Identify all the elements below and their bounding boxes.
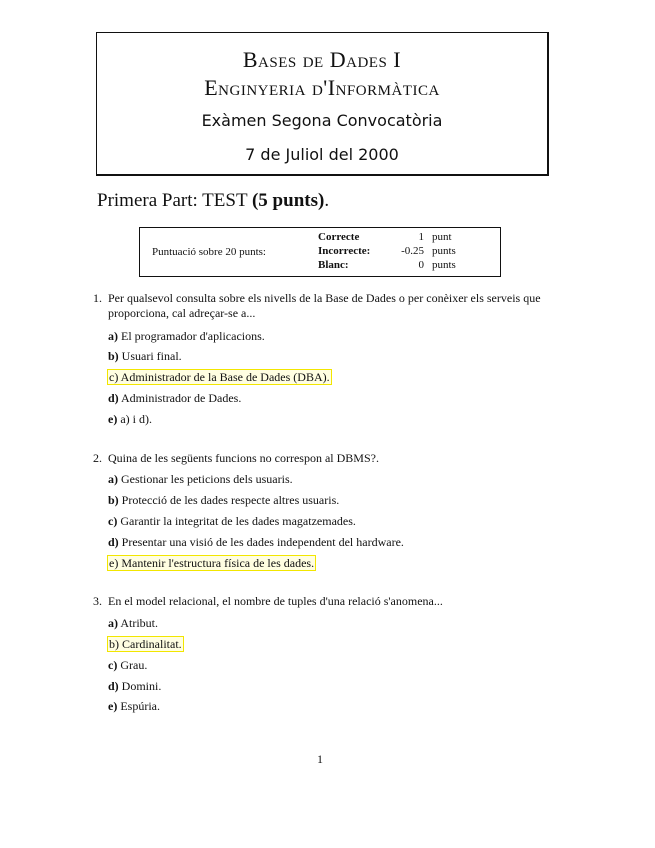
option-letter: a) bbox=[108, 616, 118, 630]
question-stem: Quina de les següents funcions no correspon al DBMS?. bbox=[108, 451, 379, 465]
scoring-unit: punt bbox=[432, 231, 452, 243]
option-text: Cardinalitat. bbox=[122, 637, 182, 651]
option-3a[interactable] bbox=[108, 616, 158, 631]
option-text: Espúria. bbox=[120, 699, 160, 713]
scoring-key: Incorrecte: bbox=[318, 245, 371, 257]
option-letter: b) bbox=[108, 349, 119, 363]
option-text: El programador d'aplicacions. bbox=[121, 329, 265, 343]
option-text: Atribut. bbox=[120, 616, 159, 630]
answer-highlight bbox=[108, 370, 331, 384]
option-letter: d) bbox=[108, 535, 119, 549]
option-2b[interactable] bbox=[108, 493, 339, 508]
option-letter: d) bbox=[108, 391, 119, 405]
title-box bbox=[96, 32, 549, 176]
option-text: Presentar una visió de les dades independent del hardware. bbox=[121, 535, 404, 549]
option-3c[interactable] bbox=[108, 658, 147, 673]
scoring-unit: punts bbox=[432, 259, 456, 271]
question-stem: Per qualsevol consulta sobre els nivells de la Base de Dades o per conèixer els serveis que proporciona, cal adreçar-se a... bbox=[108, 291, 541, 320]
scoring-value: 0 bbox=[418, 259, 424, 271]
course-title: Bases de Dades I bbox=[242, 47, 402, 72]
question-1 bbox=[93, 291, 573, 321]
option-2d[interactable] bbox=[108, 535, 404, 550]
scoring-value: 1 bbox=[418, 231, 424, 243]
exam-title: Exàmen Segona Convocatòria bbox=[201, 111, 443, 130]
scoring-unit: punts bbox=[432, 245, 456, 257]
answer-highlight bbox=[108, 637, 183, 651]
scoring-row bbox=[140, 231, 500, 245]
option-1d[interactable] bbox=[108, 391, 241, 406]
part-title: Primera Part: TEST bbox=[97, 190, 248, 211]
option-2a[interactable] bbox=[108, 472, 293, 487]
question-number: 2. bbox=[93, 451, 102, 465]
option-letter: c) bbox=[109, 370, 119, 384]
option-1b[interactable] bbox=[108, 349, 182, 364]
scoring-key: Correcte bbox=[318, 231, 360, 243]
part-points: (5 punts) bbox=[251, 190, 325, 211]
exam-date: 7 de Juliol del 2000 bbox=[245, 145, 399, 164]
question-number: 1. bbox=[93, 291, 102, 305]
option-1e[interactable] bbox=[108, 412, 152, 427]
part-heading bbox=[97, 190, 329, 212]
option-2e-highlighted[interactable] bbox=[108, 556, 315, 571]
option-text: Domini. bbox=[121, 679, 162, 693]
scoring-row bbox=[140, 245, 500, 259]
option-letter: c) bbox=[108, 658, 118, 672]
option-letter: e) bbox=[108, 699, 118, 713]
scoring-row bbox=[140, 259, 500, 273]
option-text: Gestionar les peticions dels usuaris. bbox=[121, 472, 293, 486]
option-text: Administrador de Dades. bbox=[121, 391, 242, 405]
page-number: 1 bbox=[317, 752, 323, 766]
option-3e[interactable] bbox=[108, 699, 160, 714]
option-text: Administrador de la Base de Dades (DBA). bbox=[120, 370, 330, 384]
option-text: Grau. bbox=[120, 658, 148, 672]
option-text: a) i d). bbox=[120, 412, 152, 426]
option-3b-highlighted[interactable] bbox=[108, 637, 183, 652]
scoring-label: Puntuació sobre 20 punts: bbox=[152, 246, 266, 258]
option-3d[interactable] bbox=[108, 679, 161, 694]
option-text: Protecció de les dades respecte altres usuaris. bbox=[121, 493, 340, 507]
option-letter: a) bbox=[108, 329, 118, 343]
option-letter: c) bbox=[108, 514, 118, 528]
scoring-table bbox=[139, 227, 501, 277]
scoring-key: Blanc: bbox=[318, 259, 349, 271]
question-2 bbox=[93, 451, 573, 466]
option-letter: a) bbox=[108, 472, 118, 486]
option-2c[interactable] bbox=[108, 514, 356, 529]
answer-highlight bbox=[108, 556, 315, 570]
option-letter: b) bbox=[108, 493, 119, 507]
part-suffix: . bbox=[324, 190, 330, 211]
question-number: 3. bbox=[93, 594, 102, 608]
option-letter: d) bbox=[108, 679, 119, 693]
option-1c-highlighted[interactable] bbox=[108, 370, 331, 385]
option-letter: e) bbox=[108, 412, 118, 426]
program-title: Enginyeria d'Informàtica bbox=[204, 75, 440, 100]
option-letter: b) bbox=[109, 637, 119, 651]
scoring-value: -0.25 bbox=[401, 245, 424, 257]
question-3 bbox=[93, 594, 573, 609]
option-text: Mantenir l'estructura física de les dades. bbox=[121, 556, 315, 570]
option-letter: e) bbox=[109, 556, 119, 570]
option-text: Garantir la integritat de les dades magatzemades. bbox=[120, 514, 356, 528]
question-stem: En el model relacional, el nombre de tuples d'una relació s'anomena... bbox=[108, 594, 443, 608]
option-text: Usuari final. bbox=[121, 349, 182, 363]
option-1a[interactable] bbox=[108, 329, 265, 344]
